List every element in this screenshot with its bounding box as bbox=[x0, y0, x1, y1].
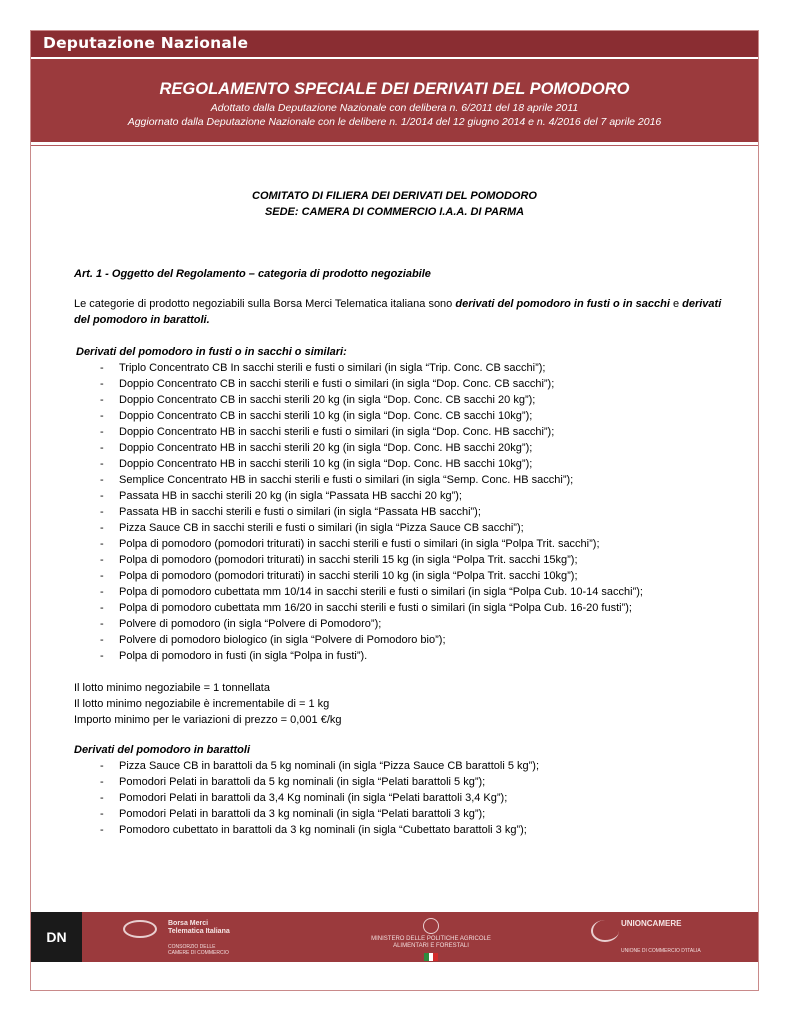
ministry-line-1: MINISTERO DELLE POLITICHE AGRICOLE bbox=[371, 936, 491, 942]
list-item bbox=[74, 758, 734, 774]
list-item bbox=[74, 456, 734, 472]
bullet-dash-icon: - bbox=[100, 618, 104, 630]
unioncamere-name: UNIONCAMERE bbox=[621, 919, 682, 928]
list-item-text: Polpa di pomodoro cubettata mm 10/14 in sacchi sterili e fusti o similari (in sigla “Polpa Cub. 10-14 sacchi”); bbox=[119, 586, 643, 598]
list-item-text: Passata HB in sacchi sterili 20 kg (in sigla “Passata HB sacchi 20 kg”); bbox=[119, 490, 462, 502]
header-brand-band bbox=[31, 31, 758, 57]
intro-bold-2: derivati del pomodoro in barattoli. bbox=[74, 298, 722, 326]
intro-text: Le categorie di prodotto negoziabili sulla Borsa Merci Telematica italiana sono bbox=[74, 298, 456, 310]
article-title: Art. 1 - Oggetto del Regolamento – categoria di prodotto negoziabile bbox=[74, 268, 431, 280]
list-item bbox=[74, 360, 734, 376]
list-item bbox=[74, 504, 734, 520]
bullet-dash-icon: - bbox=[100, 522, 104, 534]
bmti-small-2: CAMERE DI COMMERCIO bbox=[168, 950, 229, 956]
list-item-text: Pizza Sauce CB in sacchi sterili e fusti o similari (in sigla “Pizza Sauce CB sacchi”); bbox=[119, 522, 524, 534]
bullet-dash-icon: - bbox=[100, 426, 104, 438]
list-item-text: Polpa di pomodoro (pomodori triturati) in sacchi sterili 10 kg (in sigla “Polpa Trit. sacchi 10kg”); bbox=[119, 570, 578, 582]
list-item-text: Pomodoro cubettato in barattoli da 3 kg nominali (in sigla “Cubettato barattoli 3 kg”); bbox=[119, 824, 527, 836]
bullet-dash-icon: - bbox=[100, 378, 104, 390]
list-item bbox=[74, 632, 734, 648]
bullet-dash-icon: - bbox=[100, 394, 104, 406]
unioncamere-arc-icon bbox=[591, 920, 619, 942]
divider bbox=[31, 145, 758, 146]
bullet-dash-icon: - bbox=[100, 650, 104, 662]
bmti-name-2: Telematica Italiana bbox=[168, 928, 230, 935]
section-fusti-list bbox=[74, 360, 734, 664]
bullet-dash-icon: - bbox=[100, 474, 104, 486]
bmti-name-1: Borsa Merci bbox=[168, 920, 209, 927]
bullet-dash-icon: - bbox=[100, 410, 104, 422]
bullet-dash-icon: - bbox=[100, 442, 104, 454]
list-item-text: Doppio Concentrato CB in sacchi sterili 10 kg (in sigla “Dop. Conc. CB sacchi 10kg”); bbox=[119, 410, 533, 422]
list-item bbox=[74, 616, 734, 632]
article-content bbox=[74, 266, 734, 838]
list-item-text: Pomodori Pelati in barattoli da 5 kg nominali (in sigla “Pelati barattoli 5 kg”); bbox=[119, 776, 486, 788]
list-item bbox=[74, 790, 734, 806]
ministry-logo bbox=[366, 918, 496, 961]
list-item-text: Polvere di pomodoro biologico (in sigla “Polvere di Pomodoro bio”); bbox=[119, 634, 446, 646]
bmti-small-1: CONSORZIO DELLE bbox=[168, 944, 216, 950]
list-item bbox=[74, 774, 734, 790]
list-item bbox=[74, 648, 734, 664]
document-title: REGOLAMENTO SPECIALE DEI DERIVATI DEL POMODORO bbox=[159, 80, 630, 98]
article-intro bbox=[74, 296, 734, 328]
title-band bbox=[31, 59, 758, 142]
lotto-line: Il lotto minimo negoziabile è incrementabile di = 1 kg bbox=[74, 698, 330, 710]
bullet-dash-icon: - bbox=[100, 824, 104, 836]
list-item-text: Doppio Concentrato HB in sacchi sterili 20 kg (in sigla “Dop. Conc. HB sacchi 20kg”); bbox=[119, 442, 533, 454]
list-item-text: Doppio Concentrato HB in sacchi sterili 10 kg (in sigla “Dop. Conc. HB sacchi 10kg”); bbox=[119, 458, 533, 470]
list-item-text: Semplice Concentrato HB in sacchi sterili e fusti o similari (in sigla “Semp. Conc. HB sacchi”); bbox=[119, 474, 574, 486]
list-item bbox=[74, 568, 734, 584]
republic-emblem-icon bbox=[423, 918, 439, 934]
list-item-text: Pomodori Pelati in barattoli da 3,4 Kg nominali (in sigla “Pelati barattoli 3,4 Kg”); bbox=[119, 792, 508, 804]
list-item-text: Polpa di pomodoro (pomodori triturati) in sacchi sterili 15 kg (in sigla “Polpa Trit. sacchi 15kg”); bbox=[119, 554, 578, 566]
bullet-dash-icon: - bbox=[100, 776, 104, 788]
dn-badge: DN bbox=[31, 912, 82, 962]
list-item-text: Polpa di pomodoro in fusti (in sigla “Polpa in fusti”). bbox=[119, 650, 368, 662]
list-item-text: Doppio Concentrato CB in sacchi sterili e fusti o similari (in sigla “Dop. Conc. CB sacchi”); bbox=[119, 378, 555, 390]
bullet-dash-icon: - bbox=[100, 634, 104, 646]
bullet-dash-icon: - bbox=[100, 602, 104, 614]
brand-title: Deputazione Nazionale bbox=[43, 34, 249, 52]
ministry-line-2: ALIMENTARI E FORESTALI bbox=[393, 943, 469, 949]
unioncamere-small: UNIONE DI COMMERCIO D'ITALIA bbox=[621, 948, 701, 954]
list-item bbox=[74, 536, 734, 552]
bullet-dash-icon: - bbox=[100, 554, 104, 566]
list-item bbox=[74, 488, 734, 504]
list-item bbox=[74, 552, 734, 568]
list-item bbox=[74, 822, 734, 838]
list-item bbox=[74, 392, 734, 408]
bullet-dash-icon: - bbox=[100, 760, 104, 772]
bmti-oval-icon bbox=[123, 920, 157, 938]
subtitle-adopted: Adottato dalla Deputazione Nazionale con delibera n. 6/2011 del 18 aprile 2011 bbox=[210, 102, 579, 114]
list-item bbox=[74, 584, 734, 600]
list-item-text: Triplo Concentrato CB In sacchi sterili e fusti o similari (in sigla “Trip. Conc. CB sacchi”); bbox=[119, 362, 546, 374]
bullet-dash-icon: - bbox=[100, 490, 104, 502]
list-item bbox=[74, 600, 734, 616]
list-item bbox=[74, 408, 734, 424]
section-fusti-title: Derivati del pomodoro in fusti o in sacchi o similari: bbox=[76, 346, 347, 358]
bullet-dash-icon: - bbox=[100, 458, 104, 470]
subtitle-updated: Aggiornato dalla Deputazione Nazionale con le delibere n. 1/2014 del 12 giugno 2014 e n. 4/2016 del 7 aprile 2016 bbox=[127, 116, 662, 128]
list-item bbox=[74, 472, 734, 488]
lotto-line: Importo minimo per le variazioni di prezzo = 0,001 €/kg bbox=[74, 714, 342, 726]
bullet-dash-icon: - bbox=[100, 586, 104, 598]
list-item-text: Pizza Sauce CB in barattoli da 5 kg nominali (in sigla “Pizza Sauce CB barattoli 5 kg”); bbox=[119, 760, 540, 772]
intro-bold-1: derivati del pomodoro in fusti o in sacchi bbox=[455, 298, 670, 310]
list-item-text: Polpa di pomodoro (pomodori triturati) in sacchi sterili e fusti o similari (in sigla “Polpa Trit. sacchi”); bbox=[119, 538, 600, 550]
lotto-line: Il lotto minimo negoziabile = 1 tonnellata bbox=[74, 682, 270, 694]
committee-line-2: SEDE: CAMERA DI COMMERCIO I.A.A. DI PARMA bbox=[264, 206, 525, 218]
section-barattoli-list bbox=[74, 758, 734, 838]
list-item-text: Doppio Concentrato HB in sacchi sterili e fusti o similari (in sigla “Dop. Conc. HB sacchi”); bbox=[119, 426, 555, 438]
list-item bbox=[74, 520, 734, 536]
bullet-dash-icon: - bbox=[100, 538, 104, 550]
list-item-text: Pomodori Pelati in barattoli da 3 kg nominali (in sigla “Pelati barattoli 3 kg”); bbox=[119, 808, 486, 820]
section-barattoli-title: Derivati del pomodoro in barattoli bbox=[74, 744, 251, 756]
list-item-text: Doppio Concentrato CB in sacchi sterili 20 kg (in sigla “Dop. Conc. CB sacchi 20 kg”); bbox=[119, 394, 536, 406]
committee-line-1: COMITATO DI FILIERA DEI DERIVATI DEL POMODORO bbox=[252, 190, 537, 202]
bullet-dash-icon: - bbox=[100, 362, 104, 374]
list-item bbox=[74, 440, 734, 456]
list-item bbox=[74, 376, 734, 392]
list-item-text: Polvere di pomodoro (in sigla “Polvere di Pomodoro”); bbox=[119, 618, 382, 630]
bullet-dash-icon: - bbox=[100, 570, 104, 582]
bullet-dash-icon: - bbox=[100, 506, 104, 518]
committee-heading bbox=[31, 188, 758, 220]
intro-mid: e bbox=[669, 298, 683, 310]
lotto-block bbox=[74, 680, 734, 728]
list-item-text: Passata HB in sacchi sterili e fusti o similari (in sigla “Passata HB sacchi”); bbox=[119, 506, 481, 518]
bullet-dash-icon: - bbox=[100, 808, 104, 820]
italian-flag-icon bbox=[424, 953, 438, 961]
bullet-dash-icon: - bbox=[100, 792, 104, 804]
footer-band bbox=[31, 912, 758, 962]
list-item-text: Polpa di pomodoro cubettata mm 16/20 in sacchi sterili e fusti o similari (in sigla “Polpa Cub. 16-20 fusti”); bbox=[119, 602, 632, 614]
list-item bbox=[74, 806, 734, 822]
list-item bbox=[74, 424, 734, 440]
